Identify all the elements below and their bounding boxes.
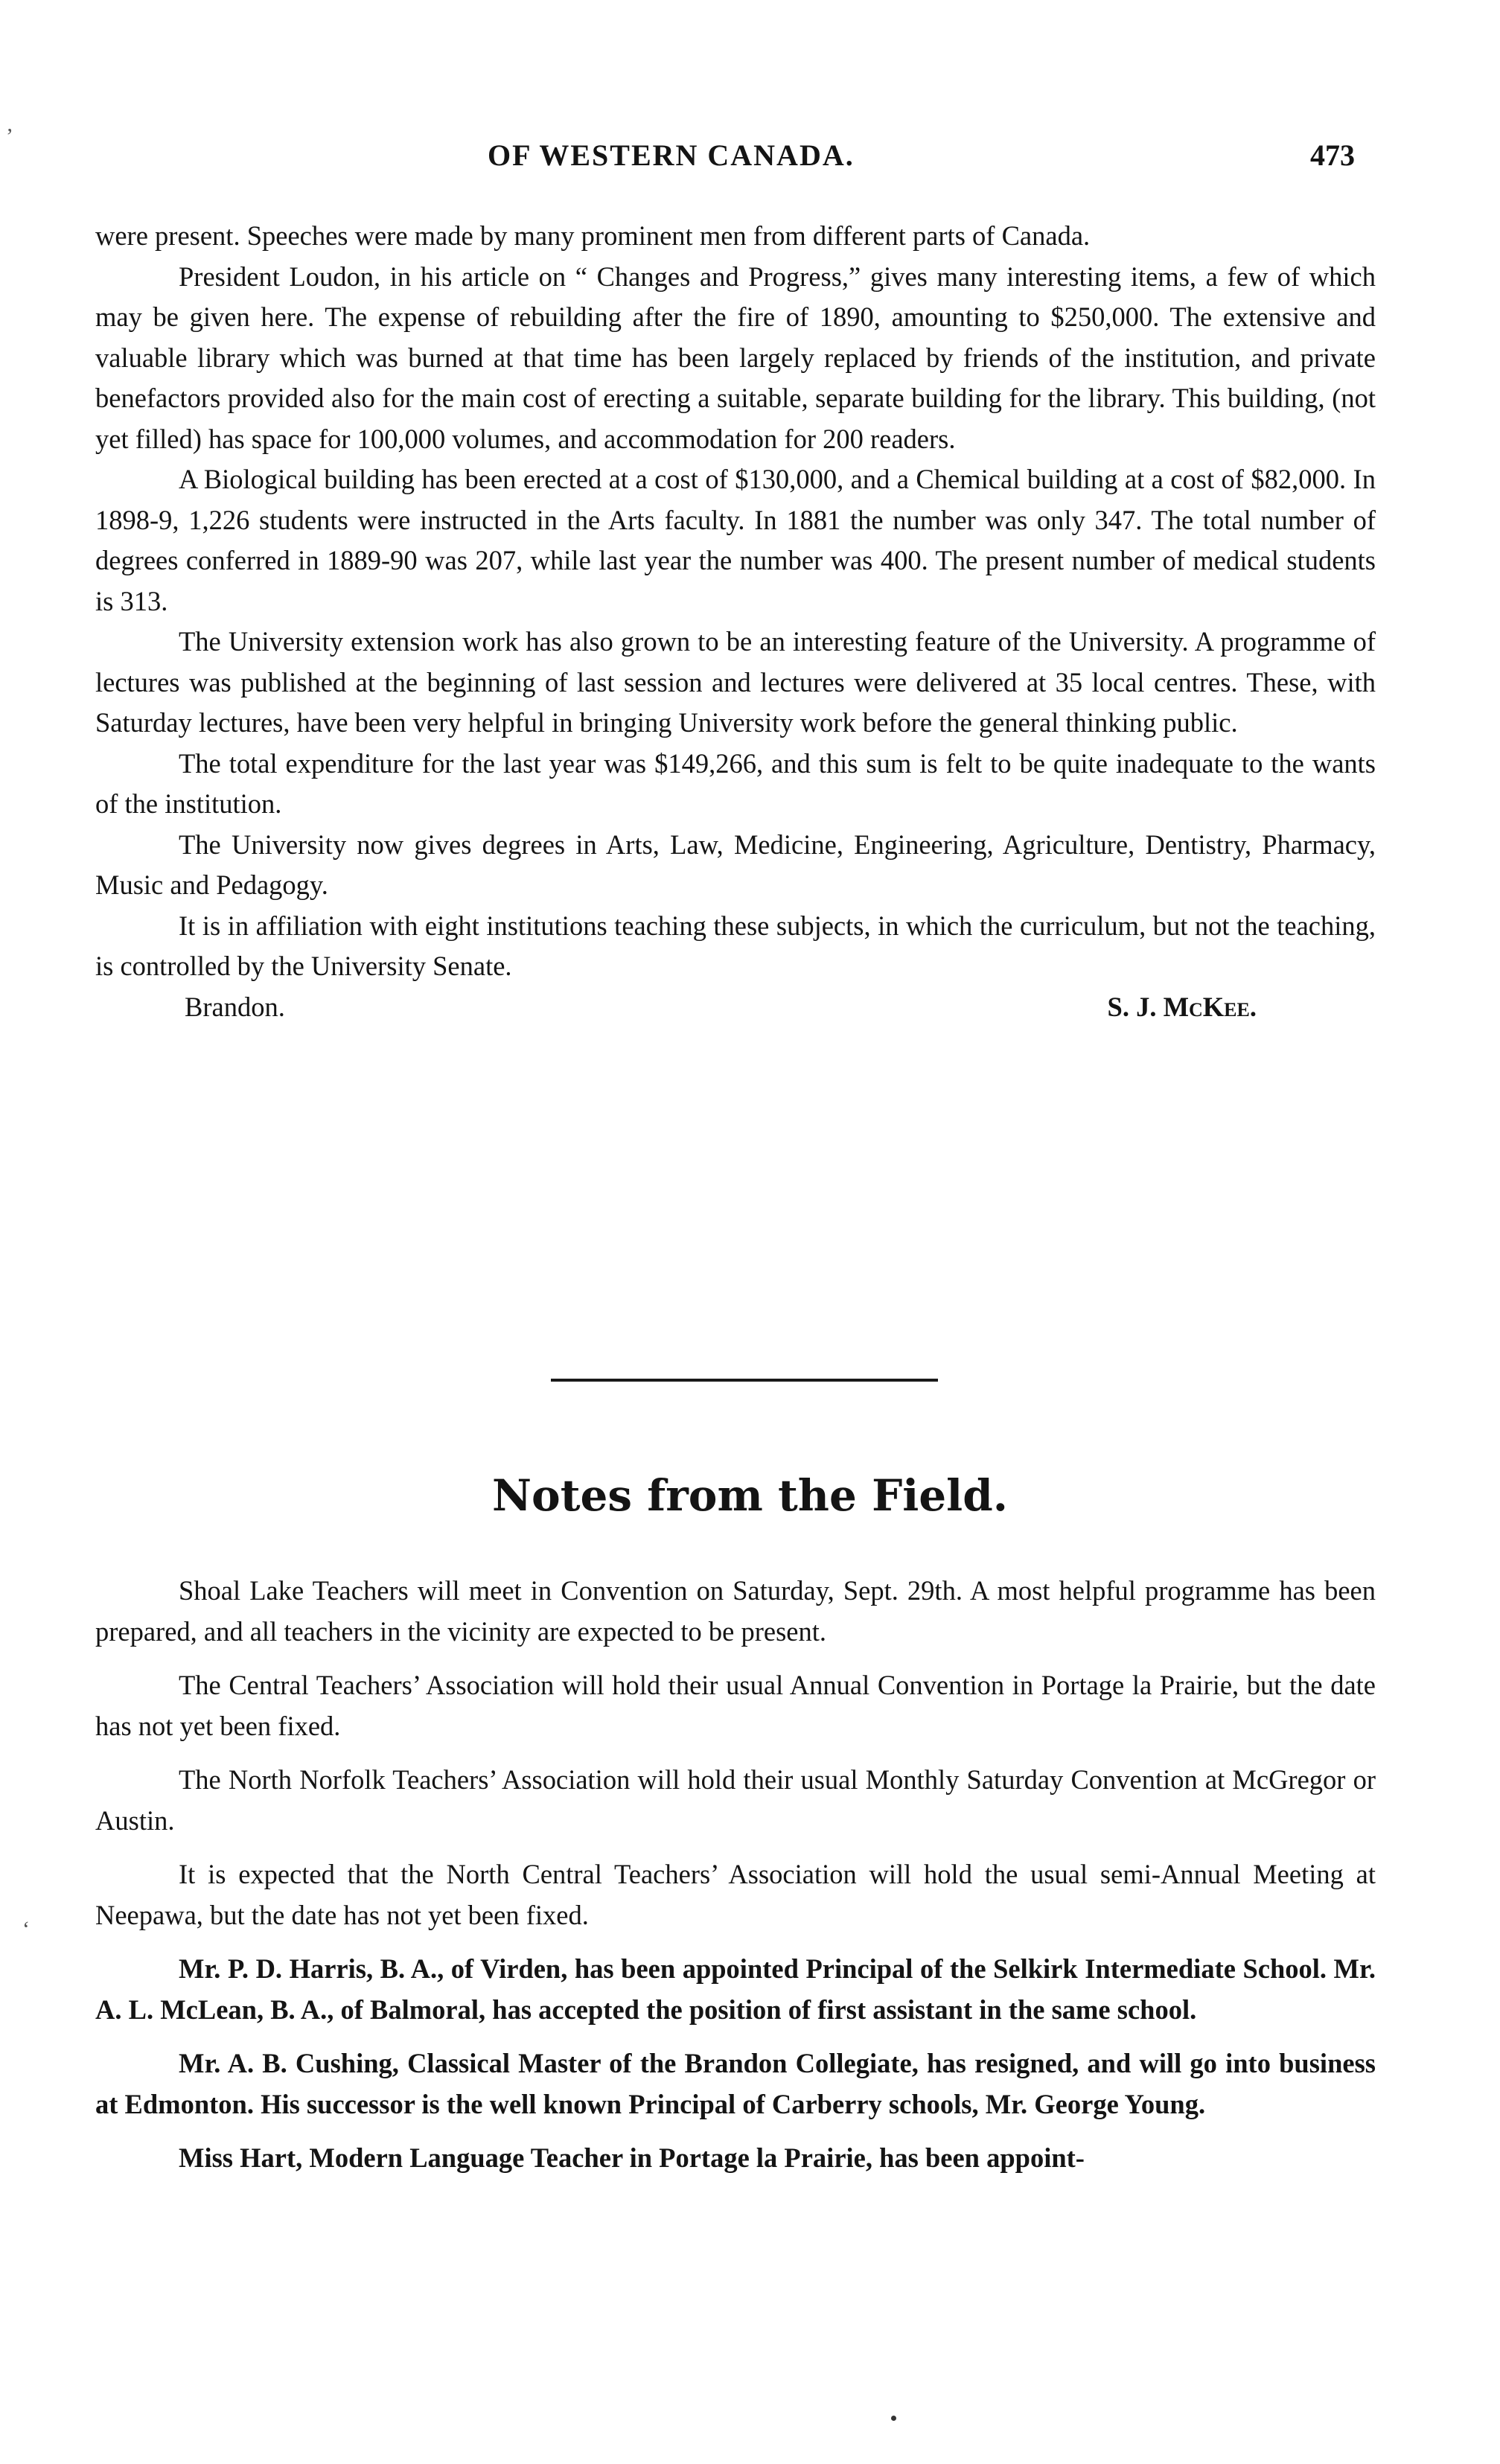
section-divider — [551, 1379, 938, 1382]
article-paragraph: President Loudon, in his article on “ Changes and Progress,” gives many interesting items, a few of which may be given here. The expense of rebuilding after the fire of 1890, amounting to $250,000. The extensive and valuable library which was burned at that time has been largely replaced by friends of the institution, and private benefactors provided also for the main cost of erecting a suitable, separate building for the library. This building, (not yet filled) has space for 100,000 volumes, and accommodation for 200 readers. — [95, 261, 1376, 454]
page-number: 473 — [1310, 138, 1355, 172]
signature-place: Brandon. — [185, 991, 285, 1022]
note-paragraph: It is expected that the North Central Teachers’ Association will hold the usual semi-Annual Meeting at Neepawa, but the date has not yet been fixed. — [95, 1859, 1376, 1930]
margin-mark: ‘ — [22, 1917, 30, 1941]
article-paragraph: The University extension work has also grown to be an interesting feature of the University. A programme of lectures was published at the beginning of last session and lectures were delivered at 35 local centres. These, with Saturday lectures, have been very helpful in bringing University work before the general thinking public. — [95, 626, 1376, 738]
signature-author: S. J. McKee. — [1107, 991, 1257, 1022]
page-mark — [891, 2416, 896, 2421]
note-paragraph: Miss Hart, Modern Language Teacher in Portage la Prairie, has been appoint- — [179, 2142, 1085, 2173]
article-body — [95, 216, 1376, 1027]
note-paragraph: The North Norfolk Teachers’ Association will hold their usual Monthly Saturday Convention at McGregor or Austin. — [95, 1764, 1376, 1836]
note-paragraph: Mr. A. B. Cushing, Classical Master of the Brandon Collegiate, has resigned, and will go into business at Edmonton. His successor is the well known Principal of Carberry schools, Mr. George Young. — [95, 2048, 1376, 2119]
note-paragraph: The Central Teachers’ Association will hold their usual Annual Convention in Portage la Prairie, but the date has not yet been fixed. — [95, 1670, 1376, 1741]
note-paragraph: Mr. P. D. Harris, B. A., of Virden, has been appointed Principal of the Selkirk Intermediate School. Mr. A. L. McLean, B. A., of Balmoral, has accepted the position of first assistant in the same school. — [95, 1953, 1376, 2025]
running-head — [0, 138, 1500, 182]
signature-line — [95, 987, 1376, 1028]
section-heading: Notes from the Field. — [492, 1470, 1008, 1521]
article-paragraph: The University now gives degrees in Arts, Law, Medicine, Engineering, Agriculture, Dentistry, Pharmacy, Music and Pedagogy. — [95, 829, 1376, 900]
article-paragraph: A Biological building has been erected at a cost of $130,000, and a Chemical building at a cost of $82,000. In 1898-9, 1,226 students were instructed in the Arts faculty. In 1881 the number was only 347. The total number of degrees conferred in 1889-90 was 207, while last year the number was 400. The present number of medical students is 313. — [95, 464, 1376, 616]
article-paragraph: The total expenditure for the last year was $149,266, and this sum is felt to be quite inadequate to the wants of the institution. — [95, 747, 1376, 819]
running-title: OF WESTERN CANADA. — [488, 138, 855, 172]
article-paragraph: It is in affiliation with eight institutions teaching these subjects, in which the curriculum, but not the teaching, is controlled by the University Senate. — [95, 910, 1376, 981]
note-paragraph: Shoal Lake Teachers will meet in Convention on Saturday, Sept. 29th. A most helpful programme has been prepared, and all teachers in the vicinity are expected to be present. — [95, 1575, 1376, 1647]
article-paragraph: were present. Speeches were made by many prominent men from different parts of Canada. — [95, 220, 1091, 251]
margin-mark: ‚ — [6, 112, 13, 136]
notes-body — [95, 1571, 1376, 2179]
